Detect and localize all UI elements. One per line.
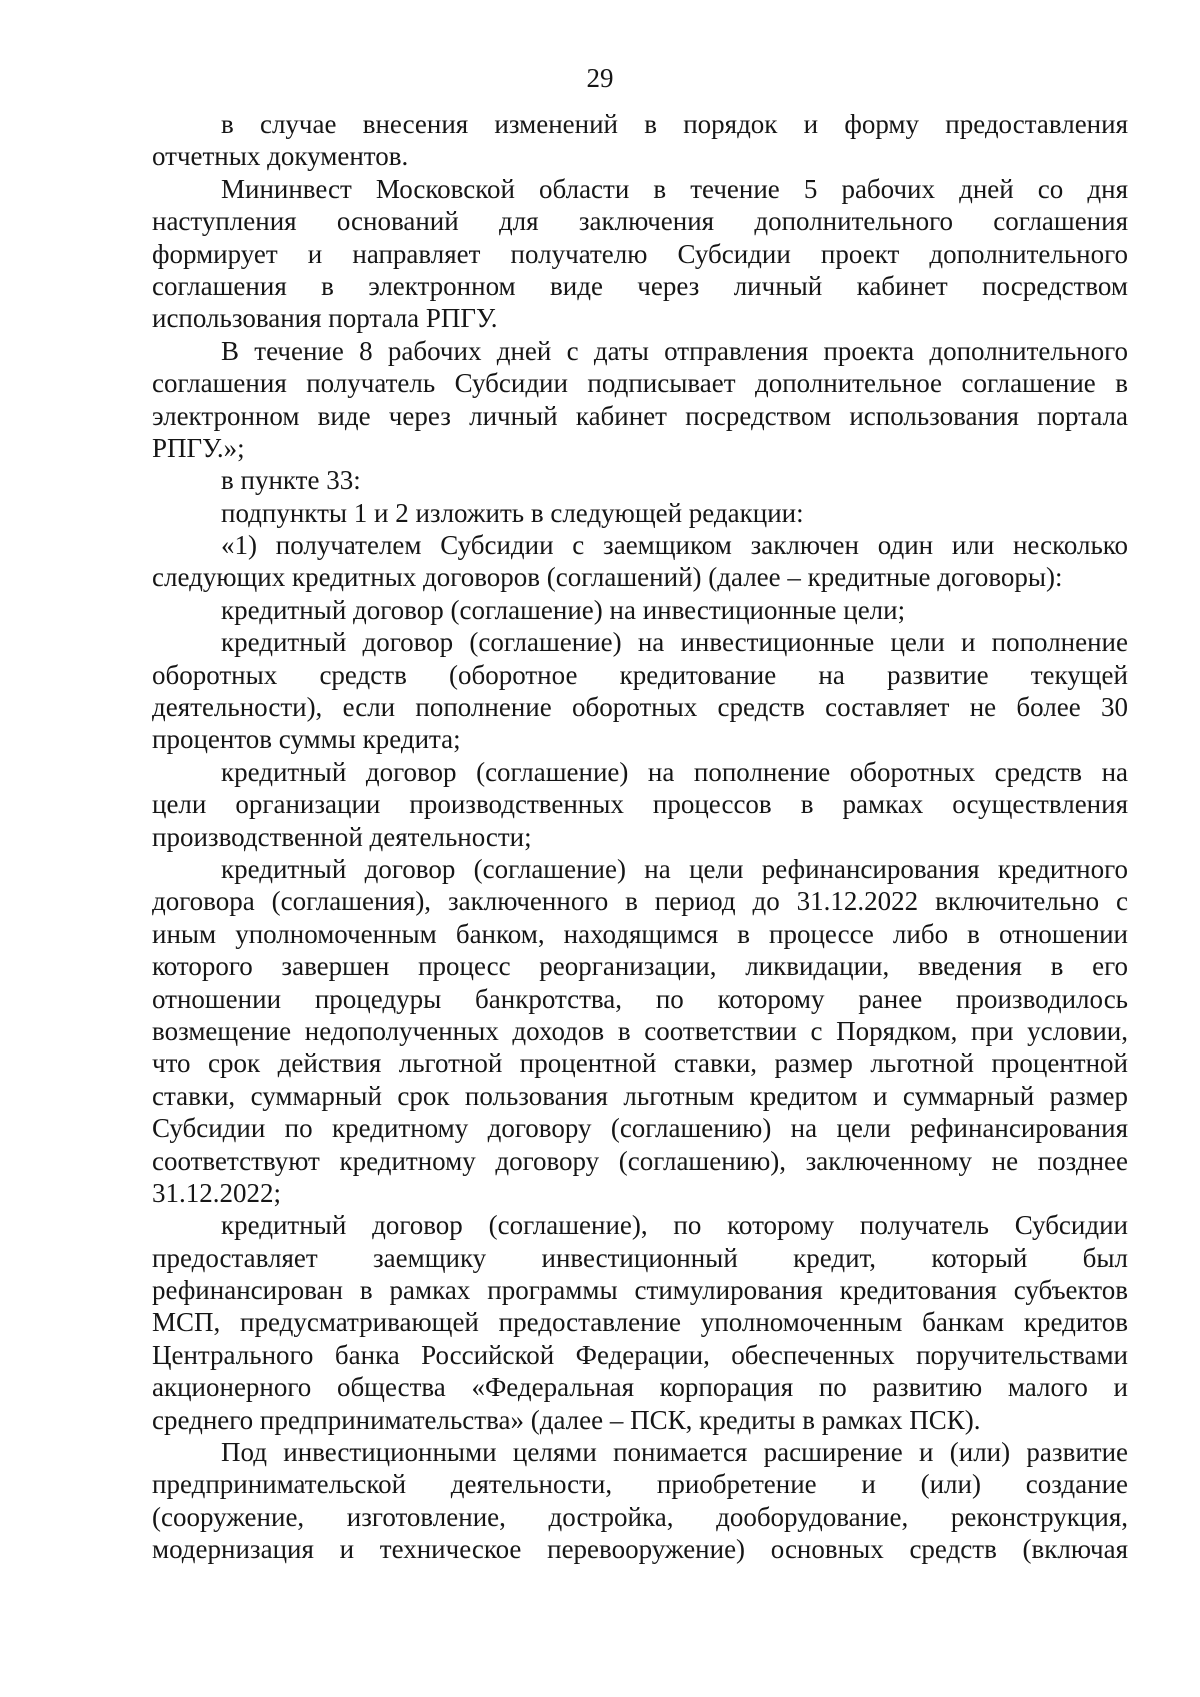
text-line: отчетных документов.: [152, 141, 409, 172]
text-line: кредитный договор (соглашение) на цели рефинансирования кредитного: [221, 853, 1128, 884]
text-line: следующих кредитных договоров (соглашений) (далее – кредитные договоры):: [152, 562, 1063, 593]
text-line: кредитный договор (соглашение) на пополнение оборотных средств на: [221, 756, 1128, 787]
text-line: кредитный договор (соглашение) на инвестиционные цели и пополнение: [221, 627, 1128, 658]
paragraph: [152, 497, 1128, 529]
text-line: формирует и направляет получателю Субсидии проект дополнительного: [152, 238, 1128, 269]
text-line: акционерного общества «Федеральная корпорация по развитию малого и: [152, 1372, 1128, 1403]
paragraph: [152, 594, 1128, 626]
text-line: электронном виде через личный кабинет посредством использования портала: [152, 400, 1128, 431]
text-line: Субсидии по кредитному договору (соглашению) на цели рефинансирования: [152, 1113, 1128, 1144]
text-line: отношении процедуры банкротства, по которому ранее производилось: [152, 983, 1128, 1014]
text-line: рефинансирован в рамках программы стимулирования кредитования субъектов: [152, 1275, 1128, 1306]
text-line: среднего предпринимательства» (далее – ПСК, кредиты в рамках ПСК).: [152, 1404, 981, 1435]
text-line: кредитный договор (соглашение), по которому получатель Субсидии: [221, 1210, 1128, 1241]
text-line: соответствуют кредитному договору (соглашению), заключенному не позднее: [152, 1145, 1128, 1176]
text-line: В течение 8 рабочих дней с даты отправления проекта дополнительного: [221, 335, 1128, 366]
paragraph: [152, 1209, 1128, 1436]
text-line: наступления оснований для заключения дополнительного соглашения: [152, 206, 1128, 237]
text-line: что срок действия льготной процентной ставки, размер льготной процентной: [152, 1048, 1128, 1079]
paragraph: [152, 1436, 1128, 1566]
paragraph: [152, 626, 1128, 756]
paragraph: [152, 529, 1128, 594]
text-line: ставки, суммарный срок пользования льготным кредитом и суммарный размер: [152, 1080, 1128, 1111]
paragraph: [152, 756, 1128, 853]
text-line: предпринимательской деятельности, приобретение и (или) создание: [152, 1469, 1128, 1500]
text-line: «1) получателем Субсидии с заемщиком заключен один или несколько: [221, 530, 1128, 561]
text-line: предоставляет заемщику инвестиционный кредит, который был: [152, 1242, 1128, 1273]
paragraph: [152, 853, 1128, 1209]
text-line: МСП, предусматривающей предоставление уполномоченным банкам кредитов: [152, 1307, 1128, 1338]
text-line: договора (соглашения), заключенного в период до 31.12.2022 включительно с: [152, 886, 1128, 917]
text-line: иным уполномоченным банком, находящимся в процессе либо в отношении: [152, 918, 1128, 949]
text-line: подпункты 1 и 2 изложить в следующей редакции:: [221, 497, 804, 528]
text-line: деятельности), если пополнение оборотных средств составляет не более 30: [152, 692, 1128, 723]
page-number: 29: [586, 63, 614, 93]
text-line: Мининвест Московской области в течение 5 рабочих дней со дня: [221, 173, 1128, 204]
text-line: соглашения получатель Субсидии подписывает дополнительное соглашение в: [152, 368, 1128, 399]
text-line: использования портала РПГУ.: [152, 303, 498, 334]
paragraph: [152, 173, 1128, 335]
text-line: оборотных средств (оборотное кредитование на развитие текущей: [152, 659, 1128, 690]
document-body: [152, 108, 1128, 1566]
text-line: (сооружение, изготовление, достройка, дооборудование, реконструкция,: [152, 1501, 1128, 1532]
text-line: которого завершен процесс реорганизации, ликвидации, введения в его: [152, 951, 1128, 982]
paragraph: [152, 464, 1128, 496]
text-line: кредитный договор (соглашение) на инвестиционные цели;: [221, 594, 906, 625]
text-line: модернизация и техническое перевооружение) основных средств (включая: [152, 1534, 1128, 1565]
text-line: Под инвестиционными целями понимается расширение и (или) развитие: [221, 1437, 1128, 1468]
text-line: 31.12.2022;: [152, 1177, 282, 1208]
paragraph: [152, 108, 1128, 173]
text-line: процентов суммы кредита;: [152, 724, 461, 755]
text-line: производственной деятельности;: [152, 821, 532, 852]
text-line: Центрального банка Российской Федерации, обеспеченных поручительствами: [152, 1339, 1128, 1370]
text-line: соглашения в электронном виде через личный кабинет посредством: [152, 270, 1128, 301]
text-line: РПГУ.»;: [152, 432, 245, 463]
text-line: цели организации производственных процессов в рамках осуществления: [152, 789, 1128, 820]
text-line: возмещение недополученных доходов в соответствии с Порядком, при условии,: [152, 1015, 1128, 1046]
text-line: в пункте 33:: [221, 465, 361, 496]
text-line: в случае внесения изменений в порядок и форму предоставления: [221, 109, 1128, 139]
paragraph: [152, 335, 1128, 465]
